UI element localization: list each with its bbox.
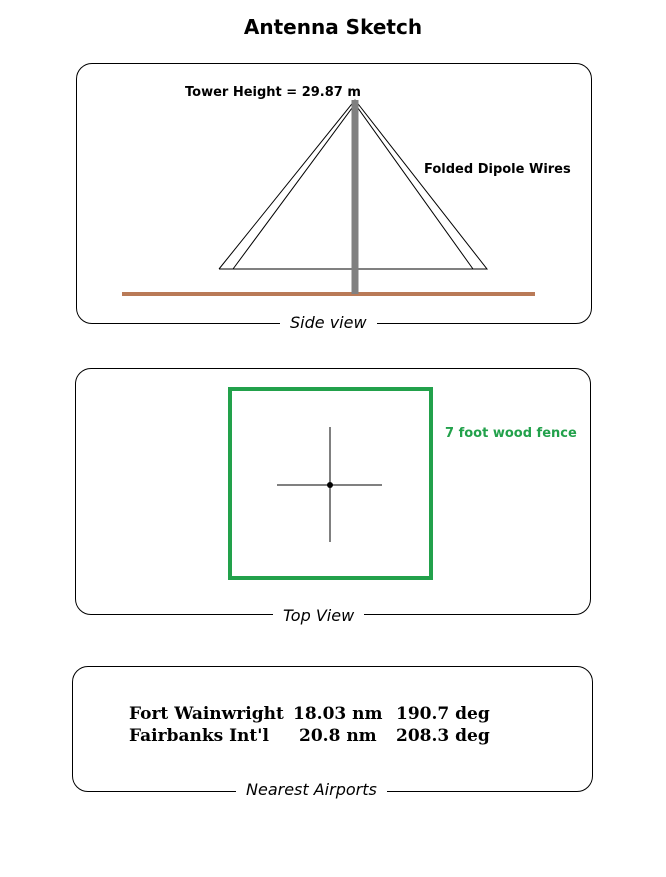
airport-name: Fairbanks Int'l [129, 726, 269, 746]
dipole-wires-label: Folded Dipole Wires [424, 162, 571, 177]
tower-center-dot [327, 482, 333, 488]
airports-table [129, 704, 569, 748]
airport-distance: 18.03 nm [293, 704, 383, 724]
fence-label: 7 foot wood fence [445, 426, 577, 441]
airport-name: Fort Wainwright [129, 704, 284, 724]
page-title: Antenna Sketch [243, 15, 423, 39]
airports-caption: Nearest Airports [236, 780, 387, 799]
top-view-caption: Top View [273, 606, 364, 625]
airport-row [129, 704, 569, 726]
airport-bearing: 190.7 deg [396, 704, 490, 724]
airport-distance: 20.8 nm [299, 726, 377, 746]
side-view-caption: Side view [280, 313, 377, 332]
airport-row [129, 726, 569, 748]
tower-height-label: Tower Height = 29.87 m [185, 85, 361, 100]
airport-bearing: 208.3 deg [396, 726, 490, 746]
